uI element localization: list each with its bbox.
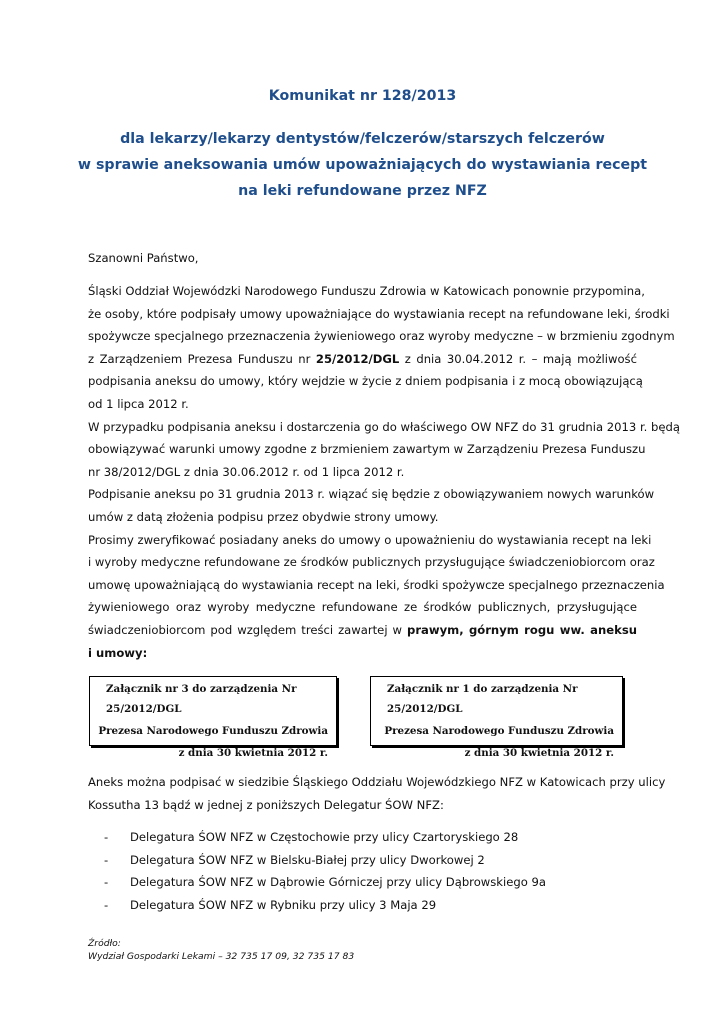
attachment-line: Prezesa Narodowego Funduszu Zdrowia bbox=[98, 725, 328, 737]
communication-subtitle bbox=[0, 126, 725, 204]
list-item-text: Delegatura ŚOW NFZ w Rybniku przy ulicy 3 Maja 29 bbox=[130, 897, 437, 912]
list-item-text: Delegatura ŚOW NFZ w Bielsku-Białej przy ulicy Dworkowej 2 bbox=[130, 852, 485, 867]
body-line: nr 38/2012/DGL z dnia 30.06.2012 r. od 1 lipca 2012 r. bbox=[88, 464, 405, 479]
bullet: - bbox=[104, 830, 109, 844]
body-line: od 1 lipca 2012 r. bbox=[88, 396, 189, 411]
subtitle-line: w sprawie aneksowania umów upoważniających do wystawiania recept bbox=[77, 157, 648, 173]
bold-run: prawym, górnym rogu ww. aneksu bbox=[407, 622, 637, 637]
list-item-text: Delegatura ŚOW NFZ w Dąbrowie Górniczej przy ulicy Dąbrowskiego 9a bbox=[130, 875, 546, 889]
body-line: obowiązywać warunki umowy zgodne z brzmieniem zawartym w Zarządzeniu Prezesa Funduszu bbox=[88, 442, 646, 457]
text-run: świadczeniobiorcom pod względem treści zawartej w bbox=[88, 622, 408, 637]
body-line: umowę upoważniającą do wystawiania recept na leki, środki spożywcze specjalnego przeznaczenia bbox=[88, 577, 665, 592]
body-line: Aneks można podpisać w siedzibie Śląskiego Oddziału Wojewódzkiego NFZ w Katowicach przy ulicy bbox=[88, 775, 666, 789]
bold-run: 25/2012/DGL bbox=[315, 351, 400, 366]
main-paragraphs bbox=[88, 280, 680, 664]
text-run: z dnia 30.04.2012 r. – mają możliwość bbox=[399, 351, 637, 366]
source-note bbox=[88, 938, 354, 963]
body-line: spożywcze specjalnego przeznaczenia żywieniowego oraz wyroby medyczne – w brzmieniu zgodnym bbox=[88, 329, 675, 344]
source-label: Źródło: bbox=[88, 938, 121, 949]
body-line: Kossutha 13 bądź w jednej z poniższych Delegatur ŚOW NFZ: bbox=[88, 797, 444, 812]
body-line: Śląski Oddział Wojewódzki Narodowego Funduszu Zdrowia w Katowicach ponownie przypomina, bbox=[88, 284, 645, 298]
list-item bbox=[104, 826, 546, 849]
text-run: z Zarządzeniem Prezesa Funduszu nr bbox=[88, 351, 316, 366]
attachment-line: Załącznik nr 1 do zarządzenia Nr 25/2012/DGL bbox=[387, 683, 578, 715]
aneks-info bbox=[88, 771, 666, 816]
attachment-line: Prezesa Narodowego Funduszu Zdrowia bbox=[384, 725, 614, 737]
body-line: W przypadku podpisania aneksu i dostarczenia go do właściwego OW NFZ do 31 grudnia 2013 r. będą bbox=[88, 419, 680, 434]
delegatury-list bbox=[104, 826, 546, 916]
communication-number: Komunikat nr 128/2013 bbox=[268, 88, 457, 104]
bullet: - bbox=[104, 852, 109, 867]
body-line-mixed bbox=[88, 619, 637, 642]
list-item bbox=[104, 894, 546, 917]
bullet: - bbox=[104, 875, 109, 889]
body-line-mixed bbox=[88, 348, 637, 371]
body-line: że osoby, które podpisały umowy upoważniające do wystawiania recept na refundowane leki, środki bbox=[88, 306, 670, 321]
list-item-text: Delegatura ŚOW NFZ w Częstochowie przy ulicy Czartoryskiego 28 bbox=[130, 830, 519, 844]
body-line: Podpisanie aneksu po 31 grudnia 2013 r. wiązać się będzie z obowiązywaniem nowych warunków bbox=[88, 487, 655, 502]
subtitle-line: na leki refundowane przez NFZ bbox=[238, 183, 487, 199]
subtitle-line: dla lekarzy/lekarzy dentystów/felczerów/starszych felczerów bbox=[120, 131, 605, 147]
attachment-box-1 bbox=[370, 676, 623, 759]
attachment-line: z dnia 30 kwietnia 2012 r. bbox=[464, 747, 614, 759]
list-item bbox=[104, 871, 546, 894]
greeting: Szanowni Państwo, bbox=[88, 251, 199, 265]
body-line-mixed bbox=[88, 642, 637, 665]
list-item bbox=[104, 849, 546, 872]
body-line: podpisania aneksu do umowy, który wejdzie w życie z dniem podpisania i z mocą obowiązującą bbox=[88, 374, 643, 389]
attachment-line: Załącznik nr 3 do zarządzenia Nr 25/2012/DGL bbox=[106, 683, 297, 715]
bullet: - bbox=[104, 897, 109, 912]
attachment-line: z dnia 30 kwietnia 2012 r. bbox=[178, 747, 328, 759]
body-line: Prosimy zweryfikować posiadany aneks do umowy o upoważnieniu do wystawiania recept na leki bbox=[88, 532, 652, 547]
body-line: i wyroby medyczne refundowane ze środków publicznych przysługujące świadczeniobiorcom oraz bbox=[88, 555, 655, 570]
body-line: żywieniowego oraz wyroby medyczne refundowane ze środków publicznych, przysługujące bbox=[88, 600, 637, 615]
body-line: umów z datą złożenia podpisu przez obydwie strony umowy. bbox=[88, 509, 439, 524]
bold-run: i umowy: bbox=[88, 645, 148, 660]
source-text: Wydział Gospodarki Lekami – 32 735 17 09, 32 735 17 83 bbox=[88, 950, 355, 962]
attachment-box-3 bbox=[89, 676, 337, 759]
